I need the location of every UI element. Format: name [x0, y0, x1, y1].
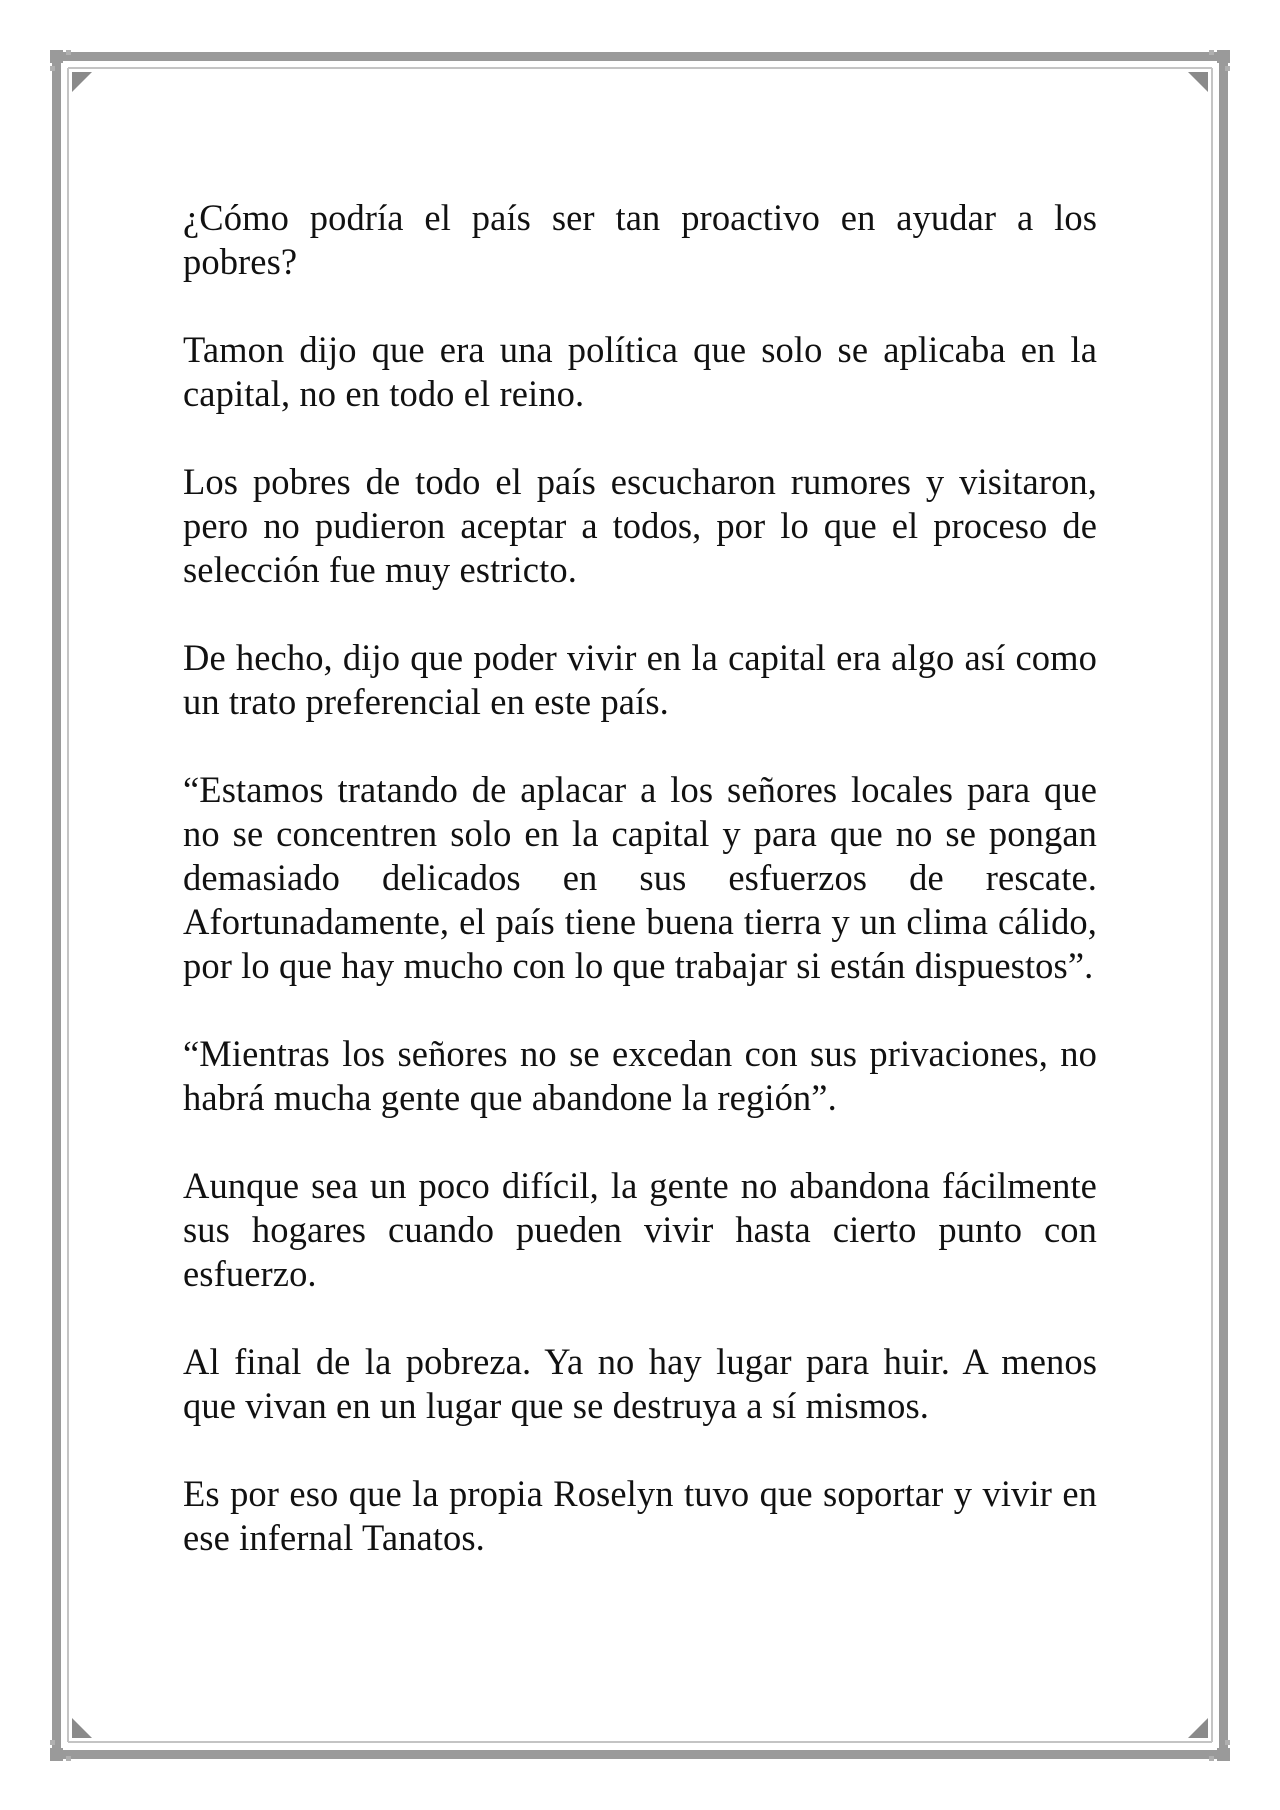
paragraph: Los pobres de todo el país escucharon rumores y visitaron, pero no pudieron aceptar a todos, por lo que el proceso de selección fue muy estricto. [183, 461, 1097, 590]
paragraph: Es por eso que la propia Roselyn tuvo que soportar y vivir en ese infernal Tanatos. [183, 1473, 1097, 1558]
paragraph: “Estamos tratando de aplacar a los señores locales para que no se concentren solo en la capital y para que no se pongan demasiado delicados en sus esfuerzos de rescate. Afortunadamente, el país tiene buena tierra y un clima cálido, por lo que hay mucho con lo que trabajar si están dispuestos”. [183, 769, 1097, 986]
paragraph: De hecho, dijo que poder vivir en la capital era algo así como un trato preferencial en este país. [183, 637, 1097, 722]
paragraph: ¿Cómo podría el país ser tan proactivo en ayudar a los pobres? [183, 197, 1097, 282]
paragraph: Aunque sea un poco difícil, la gente no abandona fácilmente sus hogares cuando pueden vivir hasta cierto punto con esfuerzo. [183, 1165, 1097, 1294]
document-body [183, 196, 1097, 1604]
paragraph: “Mientras los señores no se excedan con sus privaciones, no habrá mucha gente que abandone la región”. [183, 1033, 1097, 1118]
paragraph: Tamon dijo que era una política que solo se aplicaba en la capital, no en todo el reino. [183, 329, 1097, 414]
paragraph: Al final de la pobreza. Ya no hay lugar para huir. A menos que vivan en un lugar que se destruya a sí mismos. [183, 1341, 1097, 1426]
